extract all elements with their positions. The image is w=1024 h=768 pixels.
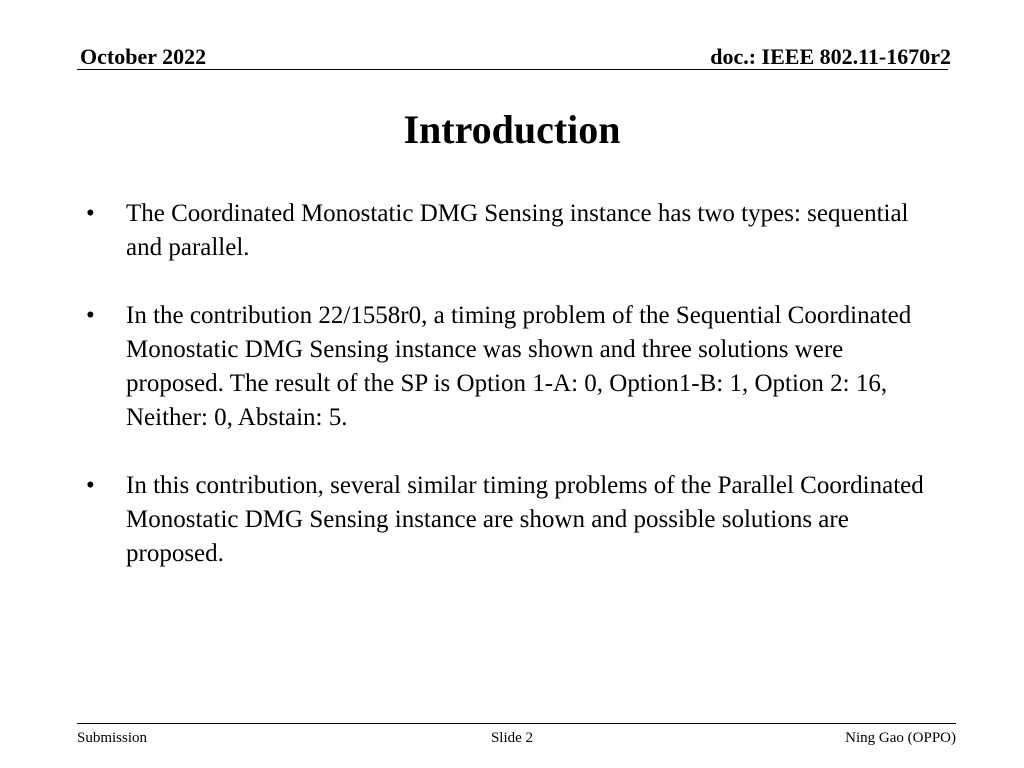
bullet-icon: •	[86, 200, 95, 227]
bullet-item	[86, 469, 936, 571]
footer-author: Ning Gao (OPPO)	[845, 730, 956, 746]
header-divider	[77, 69, 948, 70]
header-date: October 2022	[80, 44, 207, 69]
footer-submission: Submission	[77, 730, 148, 746]
bullet-list	[86, 197, 936, 571]
header-doc-id: doc.: IEEE 802.11-1670r2	[710, 44, 951, 69]
bullet-icon: •	[86, 302, 95, 329]
footer-slide-number: Slide 2	[490, 730, 534, 746]
slide-title: Introduction	[403, 107, 621, 152]
bullet-text: In the contribution 22/1558r0, a timing problem of the Sequential Coordinated Monostatic DMG Sensing instance was shown and three solutions were proposed. The result of the SP is Option 1-A: 0, Option1-B: 1, Option 2: 16, Neither: 0, Abstain: 5.	[126, 302, 912, 431]
footer-divider	[77, 723, 956, 724]
bullet-item	[86, 299, 936, 435]
bullet-text: In this contribution, several similar timing problems of the Parallel Coordinated Monostatic DMG Sensing instance are shown and possible solutions are proposed.	[126, 472, 924, 567]
bullet-text: The Coordinated Monostatic DMG Sensing instance has two types: sequential and parallel.	[126, 200, 909, 261]
bullet-item	[86, 197, 936, 265]
bullet-icon: •	[86, 472, 95, 499]
